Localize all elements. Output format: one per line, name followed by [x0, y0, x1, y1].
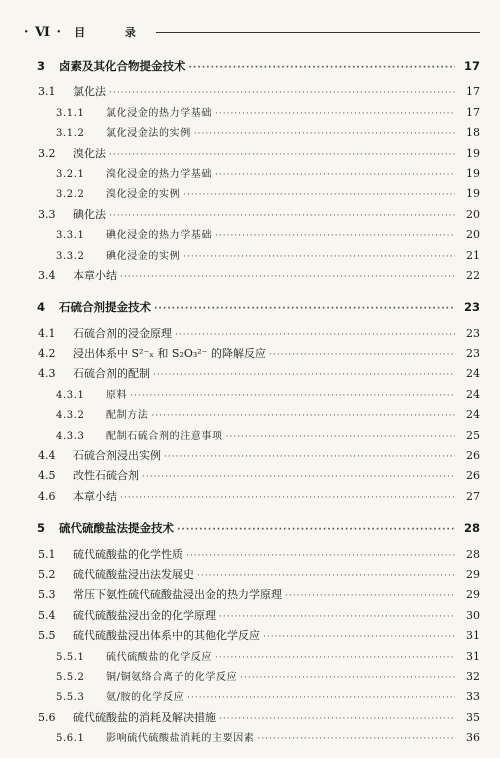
dot-leader [215, 648, 455, 668]
dot-leader [151, 406, 455, 426]
dot-leader [142, 467, 455, 487]
entry-number: 4.3.1 [56, 389, 85, 401]
entry-number: 3.1.1 [56, 107, 85, 119]
entry-number: 3.1 [38, 85, 56, 99]
entry-number: 5.5.2 [56, 671, 85, 683]
dot-leader [197, 566, 455, 586]
entry-title: 氯化法 [73, 85, 106, 99]
entry-number: 5.6.1 [56, 733, 85, 745]
dot-leader [226, 427, 455, 447]
dot-leader [194, 124, 455, 144]
dot-leader [130, 386, 455, 406]
entry-title: 本章小结 [73, 268, 117, 282]
dot-leader [175, 325, 455, 345]
entry-page-number: 29 [466, 588, 480, 602]
entry-number: 3.4 [38, 268, 56, 282]
entry-title: 改性石硫合剂 [73, 469, 139, 483]
dot-leader [164, 447, 455, 467]
entry-page-number: 17 [466, 85, 480, 99]
entry-title: 硫代硫酸盐的化学性质 [73, 547, 183, 561]
entry-number: 3 [37, 59, 46, 73]
entry-page-number: 26 [466, 469, 480, 483]
entry-title: 原料 [106, 389, 128, 401]
chapter-separator [0, 507, 500, 518]
dot-leader [183, 247, 455, 267]
entry-page-number: 19 [466, 166, 480, 180]
dot-leader [285, 586, 455, 606]
entry-number: 3.2.2 [56, 189, 85, 201]
dot-leader [269, 345, 455, 365]
entry-page-number: 20 [466, 207, 480, 221]
subsection-entry[interactable] [0, 164, 500, 184]
entry-title: 溴化浸金的实例 [106, 189, 181, 201]
section-entry[interactable] [0, 364, 500, 384]
entry-title: 配制方法 [106, 410, 149, 422]
entry-title: 石硫合剂提金技术 [59, 300, 151, 315]
subsection-entry[interactable] [0, 385, 500, 405]
entry-page-number: 20 [466, 228, 480, 242]
section-entry[interactable] [0, 324, 500, 344]
subsection-entry[interactable] [0, 647, 500, 667]
entry-title: 卤素及其化合物提金技术 [59, 59, 186, 73]
entry-title: 硫代硫酸盐法提金技术 [59, 521, 174, 536]
entry-number: 4.6 [38, 489, 56, 503]
dot-leader [189, 58, 456, 78]
entry-page-number: 25 [466, 428, 480, 442]
entry-title: 配制石硫合剂的注意事项 [106, 430, 223, 442]
entry-title: 石硫合剂的浸金原理 [73, 326, 172, 340]
entry-number: 4.5 [38, 469, 56, 483]
entry-number: 5.5.3 [56, 692, 85, 704]
chapter-entry[interactable] [0, 297, 500, 317]
chapter-entry[interactable] [0, 56, 500, 76]
entry-page-number: 29 [466, 567, 480, 581]
entry-number: 5.5.1 [56, 651, 85, 663]
entry-title: 硫代硫酸盐的化学反应 [106, 651, 212, 663]
dot-leader [120, 267, 455, 287]
entry-number: 3.2 [38, 146, 56, 160]
entry-page-number: 32 [466, 669, 480, 683]
entry-number: 5 [37, 521, 46, 536]
entry-page-number: 21 [466, 248, 480, 262]
entry-title: 本章小结 [73, 489, 117, 503]
section-entry[interactable] [0, 708, 500, 728]
entry-number: 3.3.2 [56, 250, 85, 262]
entry-number: 5.6 [38, 710, 56, 724]
section-entry[interactable] [0, 606, 500, 626]
page-header [24, 24, 480, 40]
dot-leader [219, 709, 455, 729]
table-of-contents [0, 56, 500, 749]
entry-page-number: 35 [466, 710, 480, 724]
entry-title: 石硫合剂的配制 [73, 367, 150, 381]
entry-title: 溴化浸金的热力学基础 [106, 168, 212, 180]
entry-number: 3.2.1 [56, 168, 85, 180]
dot-leader [153, 365, 455, 385]
entry-number: 5.5 [38, 629, 56, 643]
subsection-entry[interactable] [0, 103, 500, 123]
entry-title: 溴化法 [73, 146, 106, 160]
subsection-entry[interactable] [0, 667, 500, 687]
dot-leader [186, 546, 455, 566]
dot-leader [120, 488, 455, 508]
entry-page-number: 28 [466, 547, 480, 561]
entry-page-number: 36 [466, 731, 480, 745]
entry-title: 常压下氨性硫代硫酸盐浸出金的热力学原理 [73, 588, 282, 602]
dot-leader [187, 688, 455, 708]
subsection-entry[interactable] [0, 426, 500, 446]
entry-page-number: 17 [466, 105, 480, 119]
page-number-roman: · Ⅵ · [24, 24, 63, 40]
entry-title: 碘化法 [73, 207, 106, 221]
dot-leader [109, 83, 455, 103]
entry-title: 硫代硫酸盐浸出体系中的其他化学反应 [73, 629, 260, 643]
entry-number: 5.3 [38, 588, 56, 602]
section-entry[interactable] [0, 626, 500, 646]
dot-leader [215, 104, 455, 124]
subsection-entry[interactable] [0, 184, 500, 204]
section-entry[interactable] [0, 565, 500, 585]
entry-number: 4.1 [38, 326, 56, 340]
section-entry[interactable] [0, 585, 500, 605]
entry-page-number: 22 [466, 268, 480, 282]
entry-page-number: 17 [463, 59, 480, 73]
entry-page-number: 33 [466, 690, 480, 704]
entry-title: 浸出体系中 S²⁻ₓ 和 S₂O₃²⁻ 的降解反应 [73, 347, 266, 361]
entry-number: 5.2 [38, 567, 56, 581]
section-entry[interactable] [0, 344, 500, 364]
entry-title: 碘化浸金的实例 [106, 250, 181, 262]
entry-page-number: 23 [466, 347, 480, 361]
entry-number: 5.4 [38, 608, 56, 622]
dot-leader [215, 226, 455, 246]
entry-number: 4.3.3 [56, 430, 85, 442]
section-entry[interactable] [0, 266, 500, 286]
dot-leader [109, 145, 455, 165]
entry-page-number: 19 [466, 146, 480, 160]
entry-page-number: 27 [466, 489, 480, 503]
dot-leader [154, 299, 455, 319]
entry-page-number: 31 [466, 629, 480, 643]
subsection-entry[interactable] [0, 687, 500, 707]
entry-title: 硫代硫酸盐浸出金的化学原理 [73, 608, 216, 622]
section-entry[interactable] [0, 205, 500, 225]
header-rule [156, 32, 480, 33]
section-entry[interactable] [0, 466, 500, 486]
entry-page-number: 18 [466, 126, 480, 140]
entry-title: 氯化浸金的热力学基础 [106, 107, 212, 119]
entry-title: 影响硫代硫酸盐消耗的主要因素 [106, 733, 255, 745]
entry-page-number: 24 [466, 387, 480, 401]
entry-title: 硫代硫酸盐浸出法发展史 [73, 567, 194, 581]
entry-page-number: 19 [466, 187, 480, 201]
dot-leader [215, 165, 455, 185]
dot-leader [183, 185, 455, 205]
section-entry[interactable] [0, 82, 500, 102]
entry-title: 硫代硫酸盐的消耗及解决措施 [73, 710, 216, 724]
entry-page-number: 30 [466, 608, 480, 622]
entry-number: 4.3 [38, 367, 56, 381]
entry-number: 4.4 [38, 449, 56, 463]
entry-number: 4.3.2 [56, 410, 85, 422]
chapter-entry[interactable] [0, 518, 500, 538]
dot-leader [177, 520, 455, 540]
subsection-entry[interactable] [0, 225, 500, 245]
dot-leader [109, 206, 455, 226]
dot-leader [263, 627, 455, 647]
entry-title: 铜/铜氨络合离子的化学反应 [106, 671, 238, 683]
entry-page-number: 23 [463, 300, 480, 315]
entry-number: 5.1 [38, 547, 56, 561]
entry-page-number: 26 [466, 449, 480, 463]
dot-leader [219, 607, 455, 627]
entry-title: 石硫合剂浸出实例 [73, 449, 161, 463]
dot-leader [257, 729, 455, 749]
subsection-entry[interactable] [0, 405, 500, 425]
section-entry[interactable] [0, 487, 500, 507]
entry-page-number: 31 [466, 649, 480, 663]
dot-leader [240, 668, 455, 688]
entry-number: 3.3 [38, 207, 56, 221]
section-entry[interactable] [0, 446, 500, 466]
subsection-entry[interactable] [0, 246, 500, 266]
entry-page-number: 24 [466, 367, 480, 381]
entry-number: 3.1.2 [56, 128, 85, 140]
subsection-entry[interactable] [0, 728, 500, 748]
section-entry[interactable] [0, 545, 500, 565]
entry-page-number: 23 [466, 326, 480, 340]
subsection-entry[interactable] [0, 123, 500, 143]
entry-page-number: 28 [463, 521, 480, 536]
entry-title: 氨/胺的化学反应 [106, 692, 185, 704]
entry-title: 氯化浸金法的实例 [106, 128, 191, 140]
entry-number: 4.2 [38, 347, 56, 361]
section-entry[interactable] [0, 144, 500, 164]
entry-page-number: 24 [466, 408, 480, 422]
entry-title: 碘化浸金的热力学基础 [106, 230, 212, 242]
entry-number: 3.3.1 [56, 230, 85, 242]
header-title: 目 录 [74, 26, 154, 39]
chapter-separator [0, 286, 500, 297]
entry-number: 4 [37, 300, 46, 315]
